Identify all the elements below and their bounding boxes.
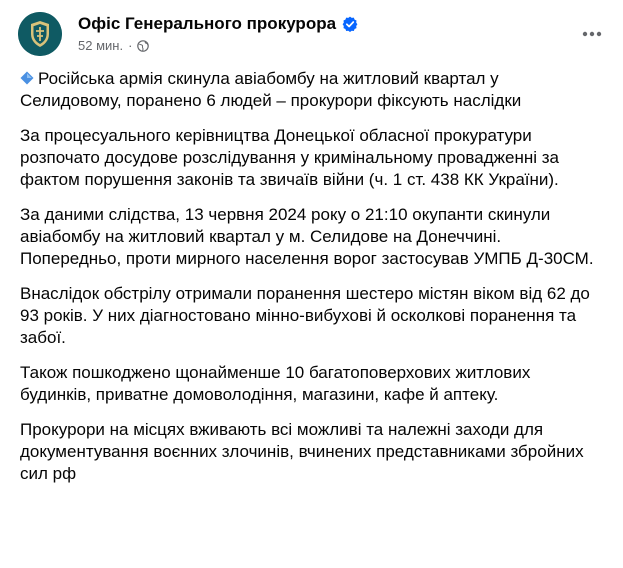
globe-icon[interactable]: [137, 40, 149, 52]
more-horizontal-icon: [582, 31, 602, 37]
post-text: [20, 68, 600, 498]
blue-diamond-icon: [20, 71, 34, 85]
post-headline: [20, 68, 600, 112]
verified-badge-icon: [342, 16, 358, 32]
page-name[interactable]: [78, 14, 358, 34]
post-time[interactable]: 52 мин.: [78, 38, 124, 53]
post-paragraph-5: Прокурори на місцях вживають всі можливі та належні заходи для документування воєнних злочинів, вчинених представниками збройних сил рф: [20, 420, 584, 483]
post-paragraph-3: Внаслідок обстрілу отримали поранення шестеро містян віком від 62 до 93 років. У них діагностовано мінно-вибухові й осколкові поранення та забої.: [20, 284, 590, 347]
prosecutor-emblem-icon: [18, 12, 62, 56]
page-name-text[interactable]: Офіс Генерального прокурора: [78, 14, 337, 33]
post-paragraph-1: За процесуального керівництва Донецької обласної прокуратури розпочато досудове розслідування у кримінальному провадженні за фактом порушення законів та звичаїв війни (ч. 1 ст. 438 КК України).: [20, 126, 559, 189]
post-paragraph-2: За даними слідства, 13 червня 2024 року о 21:10 окупанти скинули авіабомбу на житловий квартал у м. Селидове на Донеччині. Попередньо, проти мирного населення ворог застосував УМПБ Д-30СМ.: [20, 205, 594, 268]
meta-separator: ·: [128, 38, 133, 53]
more-options-button[interactable]: [576, 18, 608, 50]
post-header: [18, 8, 608, 60]
post-paragraph-4: Також пошкоджено щонайменше 10 багатоповерхових житлових будинків, приватне домоволодіння, магазини, кафе й аптеку.: [20, 363, 531, 404]
page-avatar[interactable]: [18, 12, 62, 56]
post-headline-text: Російська армія скинула авіабомбу на житловий квартал у Селидовому, поранено 6 людей – прокурори фіксують наслідки: [20, 69, 522, 110]
post-meta: [78, 38, 149, 53]
